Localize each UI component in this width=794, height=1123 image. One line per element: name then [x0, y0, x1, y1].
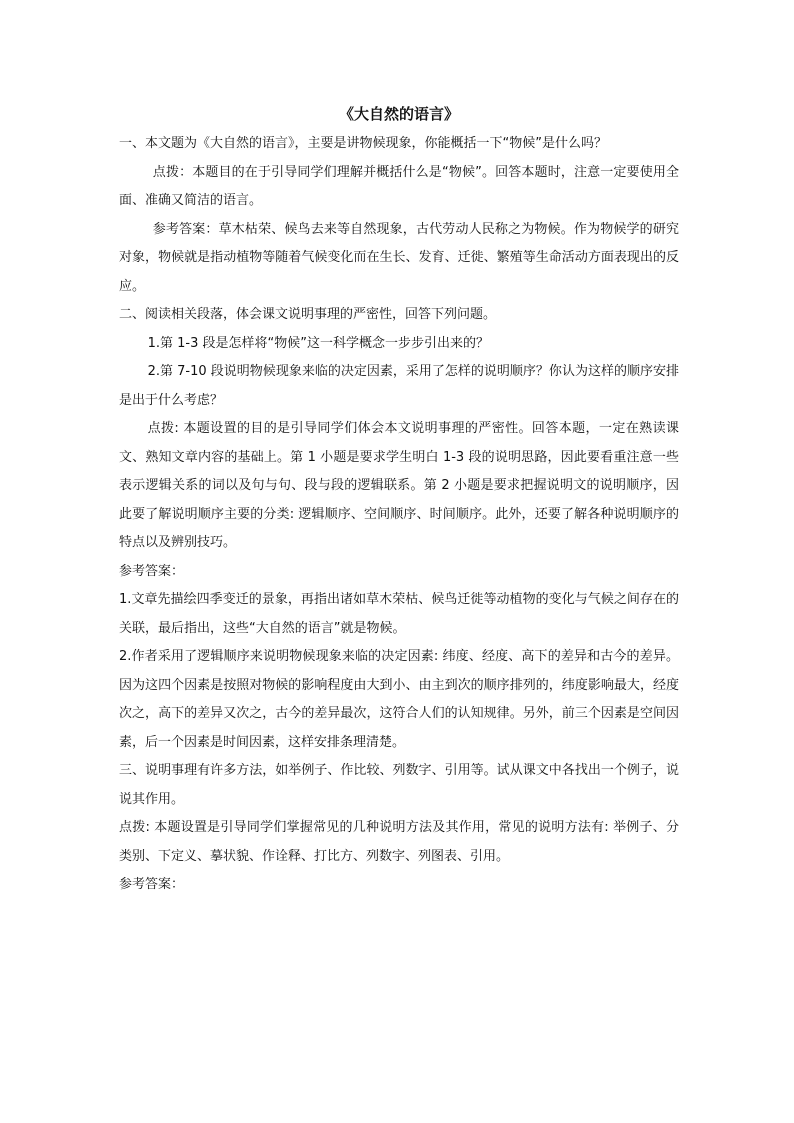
document-body	[119, 100, 679, 900]
question-1: 一、本文题为《大自然的语言》，主要是讲物候现象，你能概括一下“物候”是什么吗？	[119, 136, 607, 151]
question-1-hint: 点拨：本题目的在于引导同学们理解并概括什么是“物候”。回答本题时，注意一定要使用全面、准确又简洁的语言。	[119, 164, 679, 208]
question-2-answer-1: 1.文章先描绘四季变迁的景象，再指出诸如草木荣枯、候鸟迁徙等动植物的变化与气候之间存在的关联，最后指出，这些“大自然的语言”就是物候。	[119, 592, 679, 636]
question-2-answer-label: 参考答案：	[119, 563, 185, 579]
question-3-hint: 点拨: 本题设置是引导同学们掌握常见的几种说明方法及其作用，常见的说明方法有: 举例子、分类别、下定义、摹状貌、作诠释、打比方、列数字、列图表、引用。	[119, 820, 679, 864]
document-title: 《大自然的语言》	[338, 105, 459, 123]
question-3: 三、说明事理有许多方法，如举例子、作比较、列数字、引用等。试从课文中各找出一个例子，说说其作用。	[119, 763, 679, 807]
question-2-hint: 点拨: 本题设置的目的是引导同学们体会本文说明事理的严密性。回答本题，一定在熟读课文、熟知文章内容的基础上。第 1 小题是要求学生明白 1-3 段的说明思路，因此要看重注意一些表示逻辑关系的词以及句与句、段与段的逻辑联系。第 2 小题是要求把握说明文的说明顺序，因此要了解说明顺序主要的分类: 逻辑顺序、空间顺序、时间顺序。此外，还要了解各种说明顺序的特点以及辨别技巧。	[119, 421, 679, 550]
question-3-answer-label: 参考答案：	[119, 877, 185, 892]
question-2-sub-2: 2.第 7-10 段说明物候现象来临的决定因素，采用了怎样的说明顺序？你认为这样的顺序安排是出于什么考虑？	[119, 364, 679, 408]
question-2: 二、阅读相关段落，体会课文说明事理的严密性，回答下列问题。	[119, 307, 497, 322]
question-2-sub-1: 1.第 1-3 段是怎样将“物候”这一科学概念一步步引出来的？	[147, 335, 489, 351]
question-2-answer-2: 2.作者采用了逻辑顺序来说明物候现象来临的决定因素: 纬度、经度、高下的差异和古今的差异。因为这四个因素是按照对物候的影响程度由大到小、由主到次的顺序排列的，纬度影响最大，经度次之，高下的差异又次之，古今的差异最次，这符合人们的认知规律。另外，前三个因素是空间因素，后一个因素是时间因素，这样安排条理清楚。	[119, 649, 679, 750]
question-1-answer: 参考答案：草木枯荣、候鸟去来等自然现象，古代劳动人民称之为物候。作为物候学的研究对象，物候就是指动植物等随着气候变化而在生长、发育、迁徙、繁殖等生命活动方面表现出的反应。	[119, 221, 679, 294]
